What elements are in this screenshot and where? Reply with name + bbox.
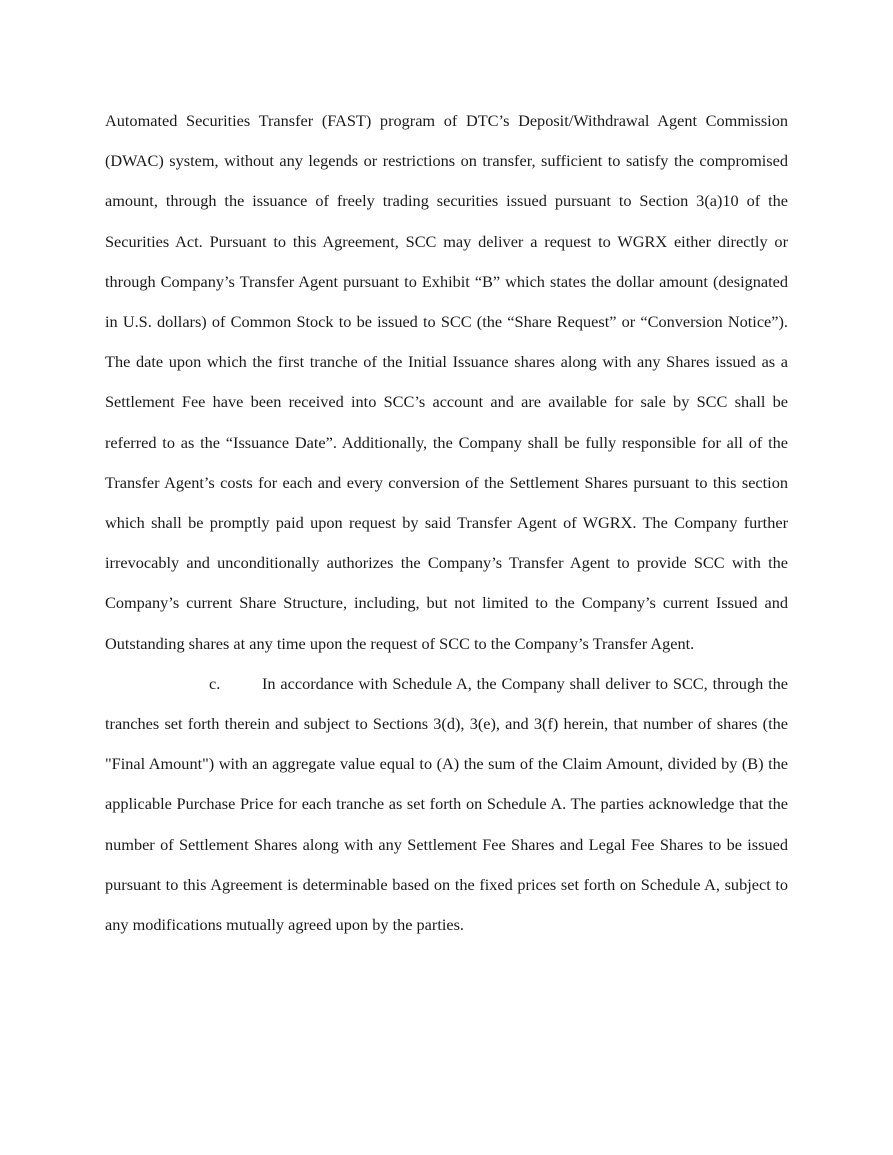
paragraph-continuation: Automated Securities Transfer (FAST) program of DTC’s Deposit/Withdrawal Agent Commission (DWAC) system, without any legends or restrictions on transfer, sufficient to satisfy the compromised amount, through the issuance of freely trading securities issued pursuant to Section 3(a)10 of the Securities Act. Pursuant to this Agreement, SCC may deliver a request to WGRX either directly or through Company’s Transfer Agent pursuant to Exhibit “B” which states the dollar amount (designated in U.S. dollars) of Common Stock to be issued to SCC (the “Share Request” or “Conversion Notice”). The date upon which the first tranche of the Initial Issuance shares along with any Shares issued as a Settlement Fee have been received into SCC’s account and are available for sale by SCC shall be referred to as the “Issuance Date”. Additionally, the Company shall be fully responsible for all of the Transfer Agent’s costs for each and every conversion of the Settlement Shares pursuant to this section which shall be promptly paid upon request by said Transfer Agent of WGRX. The Company further irrevocably and unconditionally authorizes the Company’s Transfer Agent to provide SCC with the Company’s current Share Structure, including, but not limited to the Company’s current Issued and Outstanding shares at any time upon the request of SCC to the Company’s Transfer Agent. — [105, 111, 788, 653]
section-c-text: In accordance with Schedule A, the Company shall deliver to SCC, through the tranches set forth therein and subject to Sections 3(d), 3(e), and 3(f) herein, that number of shares (the "Final Amount") with an aggregate value equal to (A) the sum of the Claim Amount, divided by (B) the applicable Purchase Price for each tranche as set forth on Schedule A. The parties acknowledge that the number of Settlement Shares along with any Settlement Fee Shares and Legal Fee Shares to be issued pursuant to this Agreement is determinable based on the fixed prices set forth on Schedule A, subject to any modifications mutually agreed upon by the parties. — [105, 673, 788, 935]
paragraph-section-c — [105, 664, 788, 945]
section-label: c. — [209, 673, 221, 693]
document-body — [105, 101, 788, 945]
